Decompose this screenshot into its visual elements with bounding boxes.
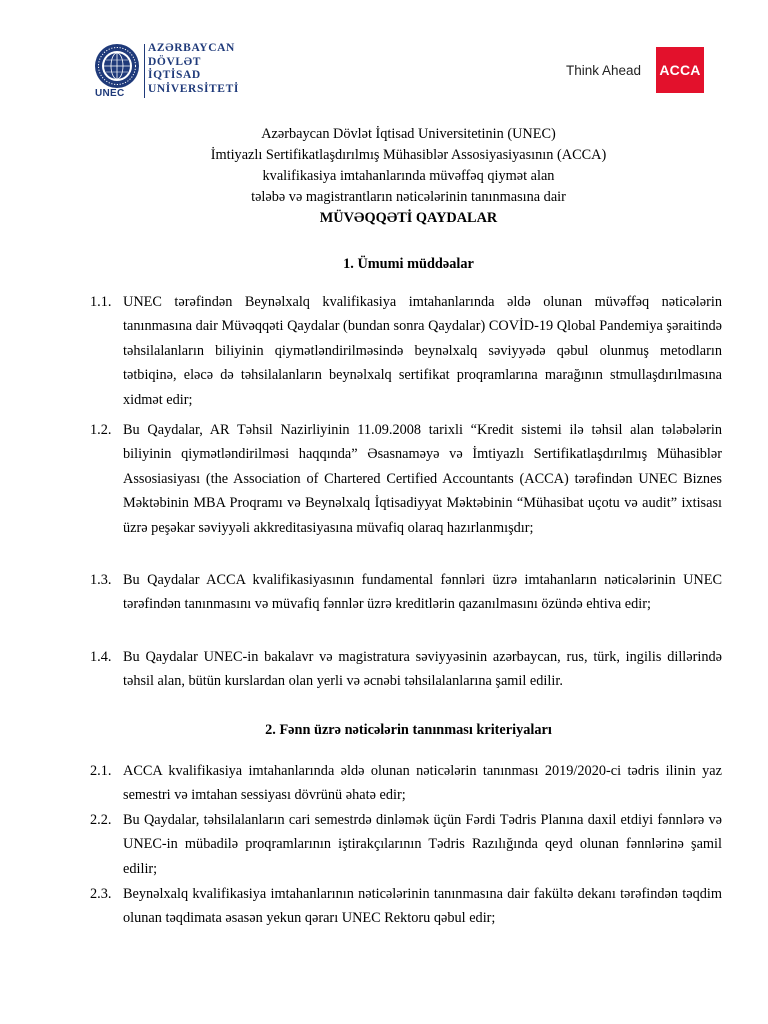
logo-divider [144, 44, 145, 98]
acca-logo [656, 47, 704, 93]
section-heading: 1. Ümumi müddəalar [343, 256, 474, 272]
title-line: kvalifikasiya imtahanlarında müvəffəq qiymət alan [262, 168, 555, 184]
acca-logo-text: ACCA [659, 62, 701, 78]
title-line: İmtiyazlı Sertifikatlaşdırılmış Mühasiblər Assosiyasiyasının (ACCA) [210, 147, 607, 163]
section-heading: 2. Fənn üzrə nəticələrin tanınması kriteriyaları [265, 722, 552, 738]
university-name-line: DÖVLƏT [148, 55, 201, 68]
clause-number: 1.3. [90, 572, 112, 588]
clause-text: Beynəlxalq kvalifikasiya imtahanlarının nəticələrinin tanınmasına dair fakültə dekanı tərəfindən təqdim olunan təqdimata əsasən yekun qərarı UNEC Rektoru qəbul edir; [123, 886, 722, 927]
clause-number: 1.1. [90, 294, 112, 310]
title-line: Azərbaycan Dövlət İqtisad Universitetinin (UNEC) [261, 126, 556, 142]
clause-text: Bu Qaydalar, təhsilalanların cari semestrdə dinləmək üçün Fərdi Tədris Planına daxil etdiyi fənnlərə və UNEC-in mübadilə proqramlarının iştirakçılarının Tədris Razılığında qeyd olunan fənnlərinə şamil edilir; [123, 812, 722, 877]
university-name-line: AZƏRBAYCAN [148, 42, 235, 54]
document-title-block [90, 124, 727, 208]
clause-number: 1.4. [90, 649, 112, 665]
acca-tagline: Think Ahead [566, 63, 642, 78]
page-header [0, 0, 768, 110]
clause-text: Bu Qaydalar, AR Təhsil Nazirliyinin 11.09.2008 tarixli “Kredit sistemi ilə təhsil alan tələbələrin biliyinin qiymətləndirilməsi haqqında” Əsasnaməyə və İmtiyazlı Sertifikatlaşdırılmış Mühasiblər Assosiasiyası (the Association of Chartered Certified Accountants (ACCA) tərəfindən UNEC Biznes Məktəbinin MBA Proqramı və Beynəlxalq İqtisadiyyat Məktəbinin “Mühasibat uçotu və audit” ixtisası üzrə peşəkar səviyyəli akkreditasiyasına müvafiq olaraq hazırlanmışdır; [123, 422, 722, 536]
university-name [148, 42, 239, 96]
clause-number: 2.3. [90, 886, 112, 902]
clause-text: ACCA kvalifikasiya imtahanlarında əldə olunan nəticələrin tanınması 2019/2020-ci tədris ilinin yaz semestri və imtahan sessiyası dövrünü əhatə edir; [123, 763, 722, 804]
main-title: MÜVƏQQƏTİ QAYDALAR [319, 210, 498, 226]
clause-text: Bu Qaydalar UNEC-in bakalavr və magistratura səviyyəsinin azərbaycan, rus, türk, ingilis dillərində təhsil alan, bütün kurslardan olan yerli və əcnəbi təhsilalanlarına şamil edilir. [123, 649, 722, 690]
clause-text: UNEC tərəfindən Beynəlxalq kvalifikasiya imtahanlarında əldə olunan müvəffəq nəticələrin tanınmasına dair Müvəqqəti Qaydalar (bundan sonra Qaydalar) COVİD-19 Qlobal Pandemiya şəraitində təhsilalanların biliyinin qiymətləndirilməsində beynəlxalq səviyyədə qəbul olunmuş metodların tətbiqinə, eləcə də təhsilalanların beynəlxalq sertifikat proqramlarına marağının stmullaşdırılmasına xidmət edir; [123, 294, 722, 408]
unec-logo-abbr: UNEC [95, 88, 125, 99]
clause-number: 1.2. [90, 422, 112, 438]
clause-text: Bu Qaydalar ACCA kvalifikasiyasının fundamental fənnləri üzrə imtahanların nəticələrinin UNEC tərəfindən tanınmasını və müvafiq fənnlər üzrə kreditlərin qazanılmasını özündə ehtiva edir; [123, 572, 722, 613]
clause-number: 2.1. [90, 763, 112, 779]
unec-emblem-icon [94, 43, 140, 89]
clause-number: 2.2. [90, 812, 112, 828]
title-line: tələbə və magistrantların nəticələrinin tanınmasına dair [251, 189, 566, 205]
university-name-line: İQTİSAD [148, 69, 201, 81]
university-name-line: UNİVERSİTETİ [148, 82, 239, 95]
